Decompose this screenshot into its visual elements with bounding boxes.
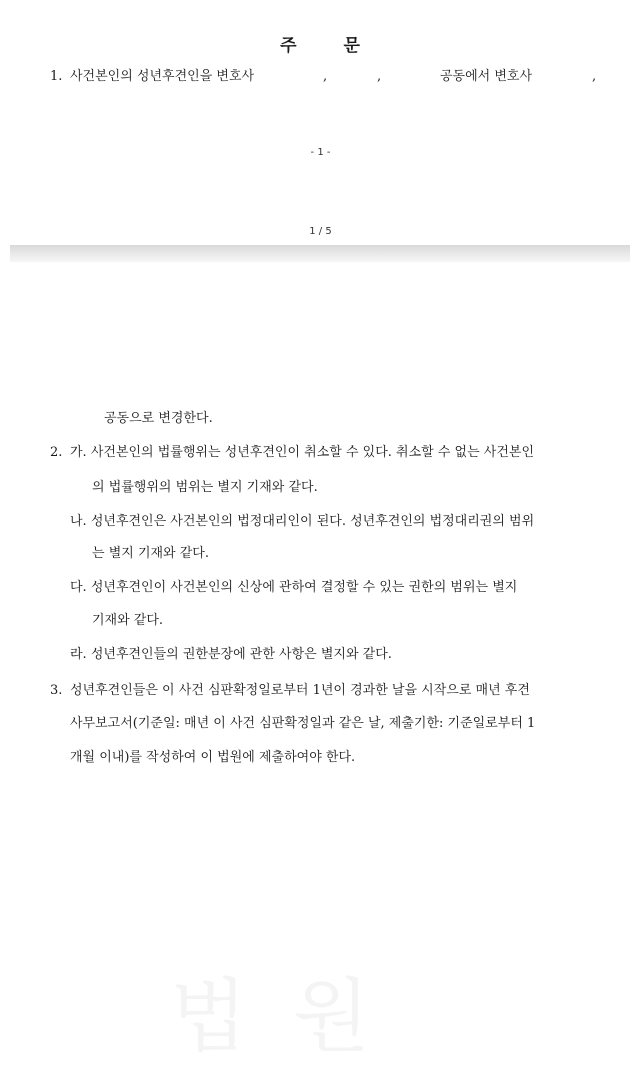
item-2-d-line-1: 라. 성년후견인들의 권한분장에 관한 사항은 별지와 같다. (70, 647, 392, 662)
order-heading (0, 31, 641, 56)
watermark: 법 원 (170, 970, 380, 1063)
page-footer-number: - 1 - (310, 147, 331, 158)
item-1-comma-1: , (323, 69, 328, 84)
item-2-a-line-2: 의 법률행위의 범위는 별지 기재와 같다. (92, 480, 318, 495)
item-2-c-line-2: 기재와 같다. (92, 613, 164, 628)
item-2-b-line-1: 나. 성년후견인은 사건본인의 법정대리인이 된다. 성년후견인의 법정대리권의 범위 (70, 514, 535, 529)
item-1-comma-3: , (592, 69, 597, 84)
item-3-line-3: 개월 이내)를 작성하여 이 법원에 제출하여야 한다. (70, 750, 356, 765)
item-3-line-2: 사무보고서(기준일: 매년 이 사건 심판확정일과 같은 날, 제출기한: 기준일로부터 1 (70, 716, 536, 731)
heading-char-2: 문 (343, 36, 361, 56)
item-1-text: 사건본인의 성년후견인을 변호사 (70, 69, 255, 84)
item-1-text-2: 공동에서 변호사 (440, 69, 533, 84)
item-3-line-1: 성년후견인들은 이 사건 심판확정일로부터 1년이 경과한 날을 시작으로 매년 후견 (70, 683, 530, 698)
item-1-continuation: 공동으로 변경한다. (104, 411, 213, 426)
item-2-a-line-1: 가. 사건본인의 법률행위는 성년후견인이 취소할 수 있다. 취소할 수 없는 사건본인 (70, 445, 535, 460)
item-1-comma-2: , (377, 69, 382, 84)
document-page-1 (0, 0, 641, 245)
item-1-number: 1. (50, 69, 63, 84)
item-2-number: 2. (50, 445, 63, 460)
item-2-b-line-2: 는 별지 기재와 같다. (92, 546, 209, 561)
heading-char-1: 주 (280, 36, 298, 56)
page-separator (10, 245, 630, 262)
item-3-number: 3. (50, 683, 63, 698)
page-counter: 1 / 5 (309, 226, 332, 237)
item-2-c-line-1: 다. 성년후견인이 사건본인의 신상에 관하여 결정할 수 있는 권한의 범위는 별지 (70, 580, 518, 595)
